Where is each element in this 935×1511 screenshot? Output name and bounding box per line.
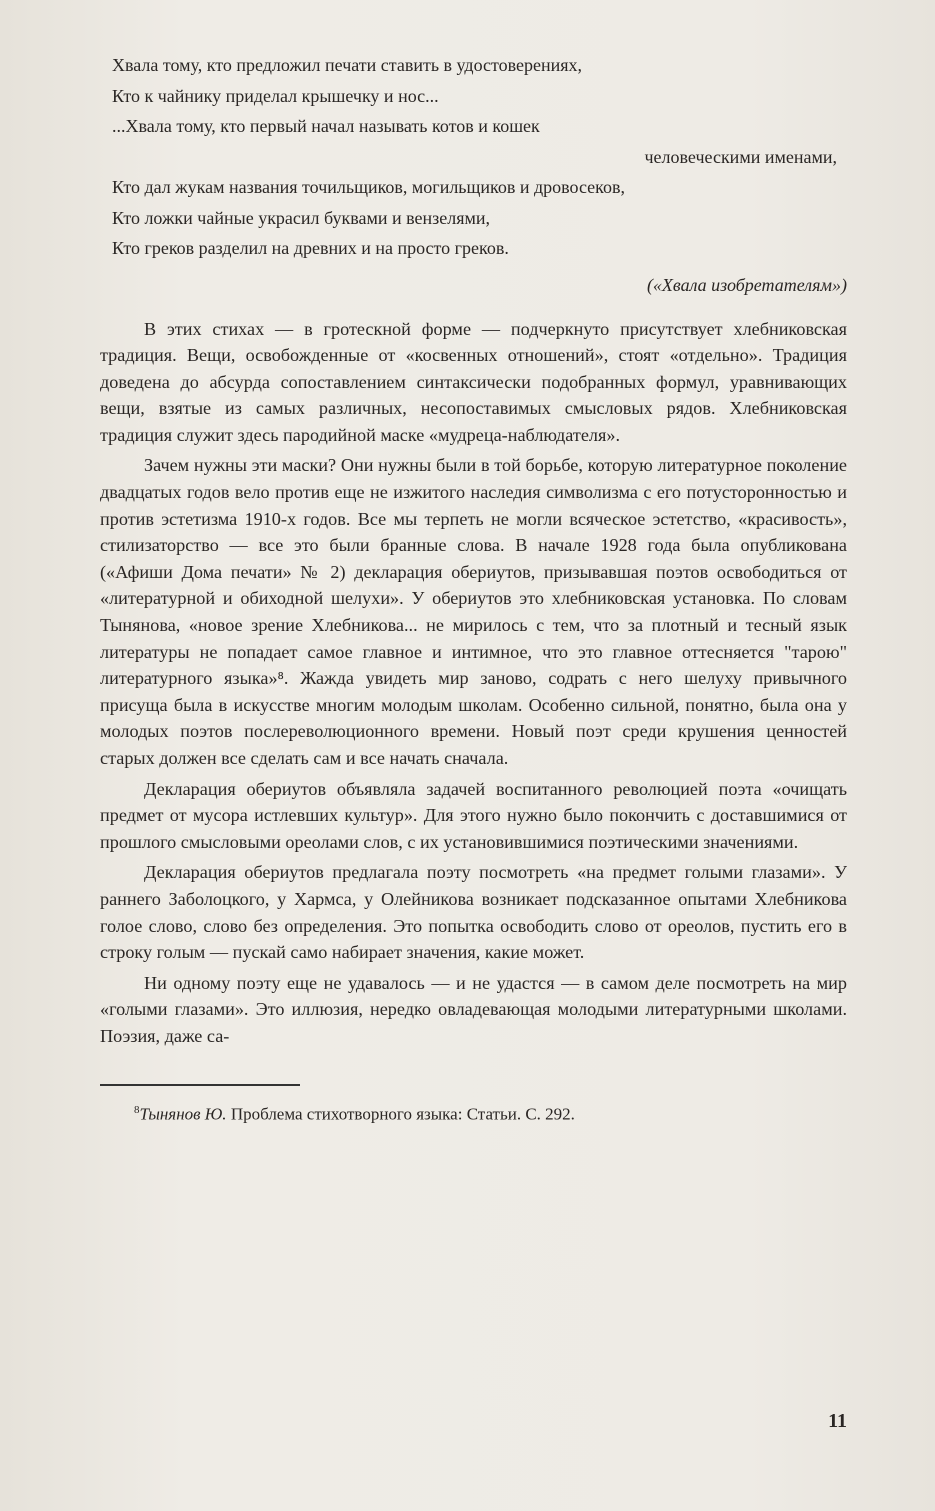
poem-line: Кто греков разделил на древних и на просто греков. [112,238,509,258]
paragraph: Зачем нужны эти маски? Они нужны были в той борьбе, которую литературное поколение двадцатых годов вело против еще не изжитого наследия символизма с его потусторонностью и против эстетизма 1910-х годов. Все мы терпеть не могли всяческое эстетство, «красивость», стилизаторство — все это были бранные слова. В начале 1928 года была опубликована («Афиши Дома печати» № 2) декларация обериутов, призывавшая поэтов освободиться от «литературной и обиходной шелухи». У обериутов это хлебниковская установка. По словам Тынянова, «новое зрение Хлебникова... не мирилось с тем, что за плотный и тесный язык литературы не попадает самое главное и интимное, что это главное оттесняется "тарою" литературного языка»⁸. Жажда увидеть мир заново, содрать с него шелуху привычного присуща была в искусстве многим молодым школам. Особенно сильной, понятно, была она у молодых поэтов послереволюционного времени. Новый поэт среди крушения ценностей старых должен все сделать сам и все начать сначала. [100,455,847,768]
poem-epigraph [100,50,847,264]
paragraph: Декларация обериутов предлагала поэту посмотреть «на предмет голыми глазами». У раннего Заболоцкого, у Хармса, у Олейникова возникает подсказанное опытами Хлебникова голое слово, слово без определения. Это попытка освободить слово от ореолов, пустить его в строку голым — пускай само набирает значения, какие может. [100,862,847,963]
footnote-author: Тынянов Ю. [139,1104,227,1124]
paragraph: Ни одному поэту еще не удавалось — и не удастся — в самом деле посмотреть на мир «голыми глазами». Это иллюзия, нередко овладевающая молодыми литературными школами. Поэзия, даже са- [100,972,847,1046]
paragraph: В этих стихах — в гротескной форме — подчеркнуто присутствует хлебниковская традиция. Вещи, освобожденные от «косвенных отношений», стоят «отдельно». Традиция доведена до абсурда сопоставлением синтаксически подобранных формул, уравнивающих вещи, взятые из самых различных, несопоставимых смысловых рядов. Хлебниковская традиция служит здесь пародийной маске «мудреца-наблюдателя». [100,318,847,445]
poem-line: Кто ложки чайные украсил буквами и вензелями, [112,207,491,228]
footnote-text: Проблема стихотворного языка: Статьи. С. 292. [226,1104,575,1124]
main-text [100,316,847,1050]
poem-line: Кто к чайнику приделал крышечку и нос... [112,85,439,106]
poem-line: ...Хвала тому, кто первый начал называть котов и кошек [112,116,540,136]
footnote-divider [100,1084,300,1086]
footnote-number: 8 [134,1103,140,1116]
paragraph: Декларация обериутов объявляла задачей воспитанного революцией поэта «очищать предмет от мусора истлевших культур». Для этого нужно было покончить с доставшимися от прошлого смысловыми ореолами слов, с их установившимися поэтическими значениями. [100,778,847,852]
footnote [100,1098,847,1127]
poem-source: («Хвала изобретателям») [646,274,847,295]
page-number: 11 [828,1410,847,1432]
poem-line: человеческими именами, [644,146,837,167]
poem-line: Кто дал жукам названия точильщиков, могильщиков и дровосеков, [112,177,625,197]
poem-line: Хвала тому, кто предложил печати ставить в удостоверениях, [112,55,583,75]
